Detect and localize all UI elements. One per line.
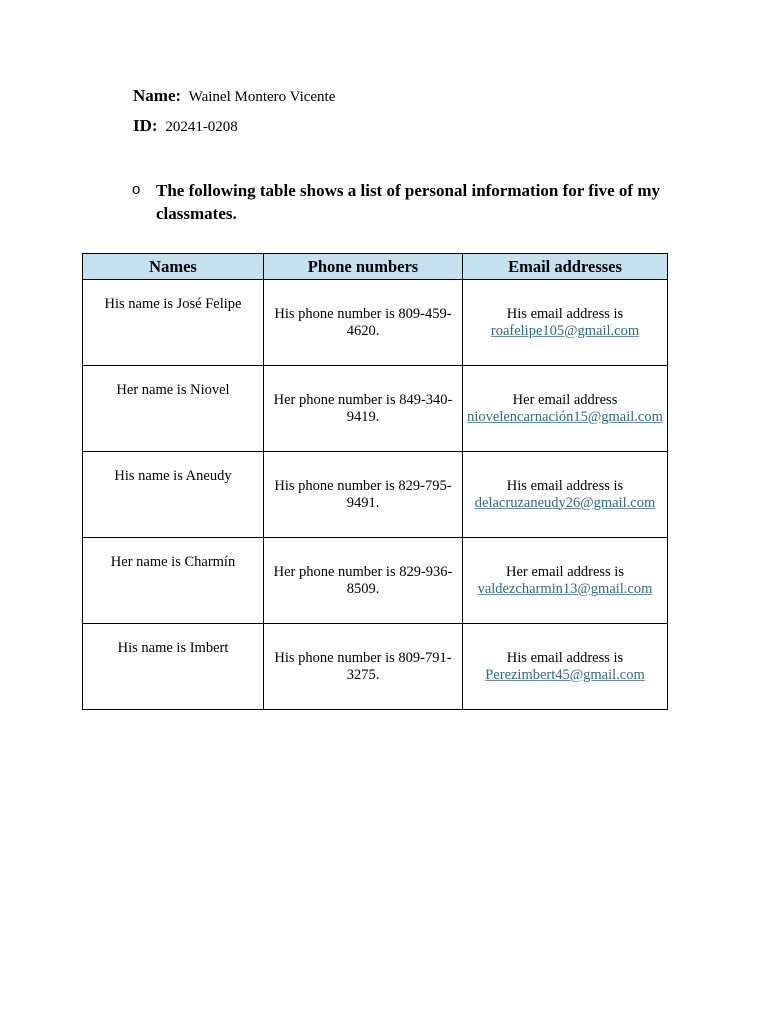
email-cell [463,538,668,624]
classmates-table [82,253,668,710]
phone-cell: His phone number is 809-791-3275. [264,624,463,710]
header-email-addresses: Email addresses [463,254,668,280]
phone-cell: His phone number is 809-459-4620. [264,280,463,366]
email-cell [463,366,668,452]
table-row [83,452,668,538]
email-cell [463,280,668,366]
name-label: Name: [133,86,182,105]
header-phone-numbers: Phone numbers [264,254,463,280]
email-link[interactable]: Perezimbert45@gmail.com [485,666,645,683]
table-row [83,538,668,624]
email-link[interactable]: delacruzaneudy26@gmail.com [474,494,656,511]
table-row [83,624,668,710]
id-label: ID: [133,116,158,135]
phone-cell: Her phone number is 849-340-9419. [264,366,463,452]
email-text: Her email address is [506,563,624,580]
email-cell [463,452,668,538]
table-header-row [83,254,668,280]
email-link[interactable]: niovelencarnación15@gmail.com [467,408,663,425]
email-text: His email address is [506,477,624,494]
email-link[interactable]: roafelipe105@gmail.com [490,322,640,339]
name-cell: Her name is Niovel [83,366,264,452]
id-field [133,116,238,136]
email-text: Her email address [512,391,618,408]
id-value: 20241-0208 [165,119,238,135]
email-text: His email address is [506,305,624,322]
header-names: Names [83,254,264,280]
email-link[interactable]: valdezcharmin13@gmail.com [477,580,653,597]
name-cell: His name is Aneudy [83,452,264,538]
name-field [133,86,335,106]
intro-bullet [132,179,672,225]
phone-cell: His phone number is 829-795-9491. [264,452,463,538]
intro-text: The following table shows a list of personal information for five of my classmates. [156,181,661,223]
email-cell [463,624,668,710]
email-text: His email address is [506,649,624,666]
name-cell: His name is Imbert [83,624,264,710]
bullet-icon: o [132,181,141,198]
table-row [83,280,668,366]
table-row [83,366,668,452]
phone-cell: Her phone number is 829-936-8509. [264,538,463,624]
name-cell: His name is José Felipe [83,280,264,366]
name-value: Wainel Montero Vicente [188,89,336,105]
name-cell: Her name is Charmín [83,538,264,624]
